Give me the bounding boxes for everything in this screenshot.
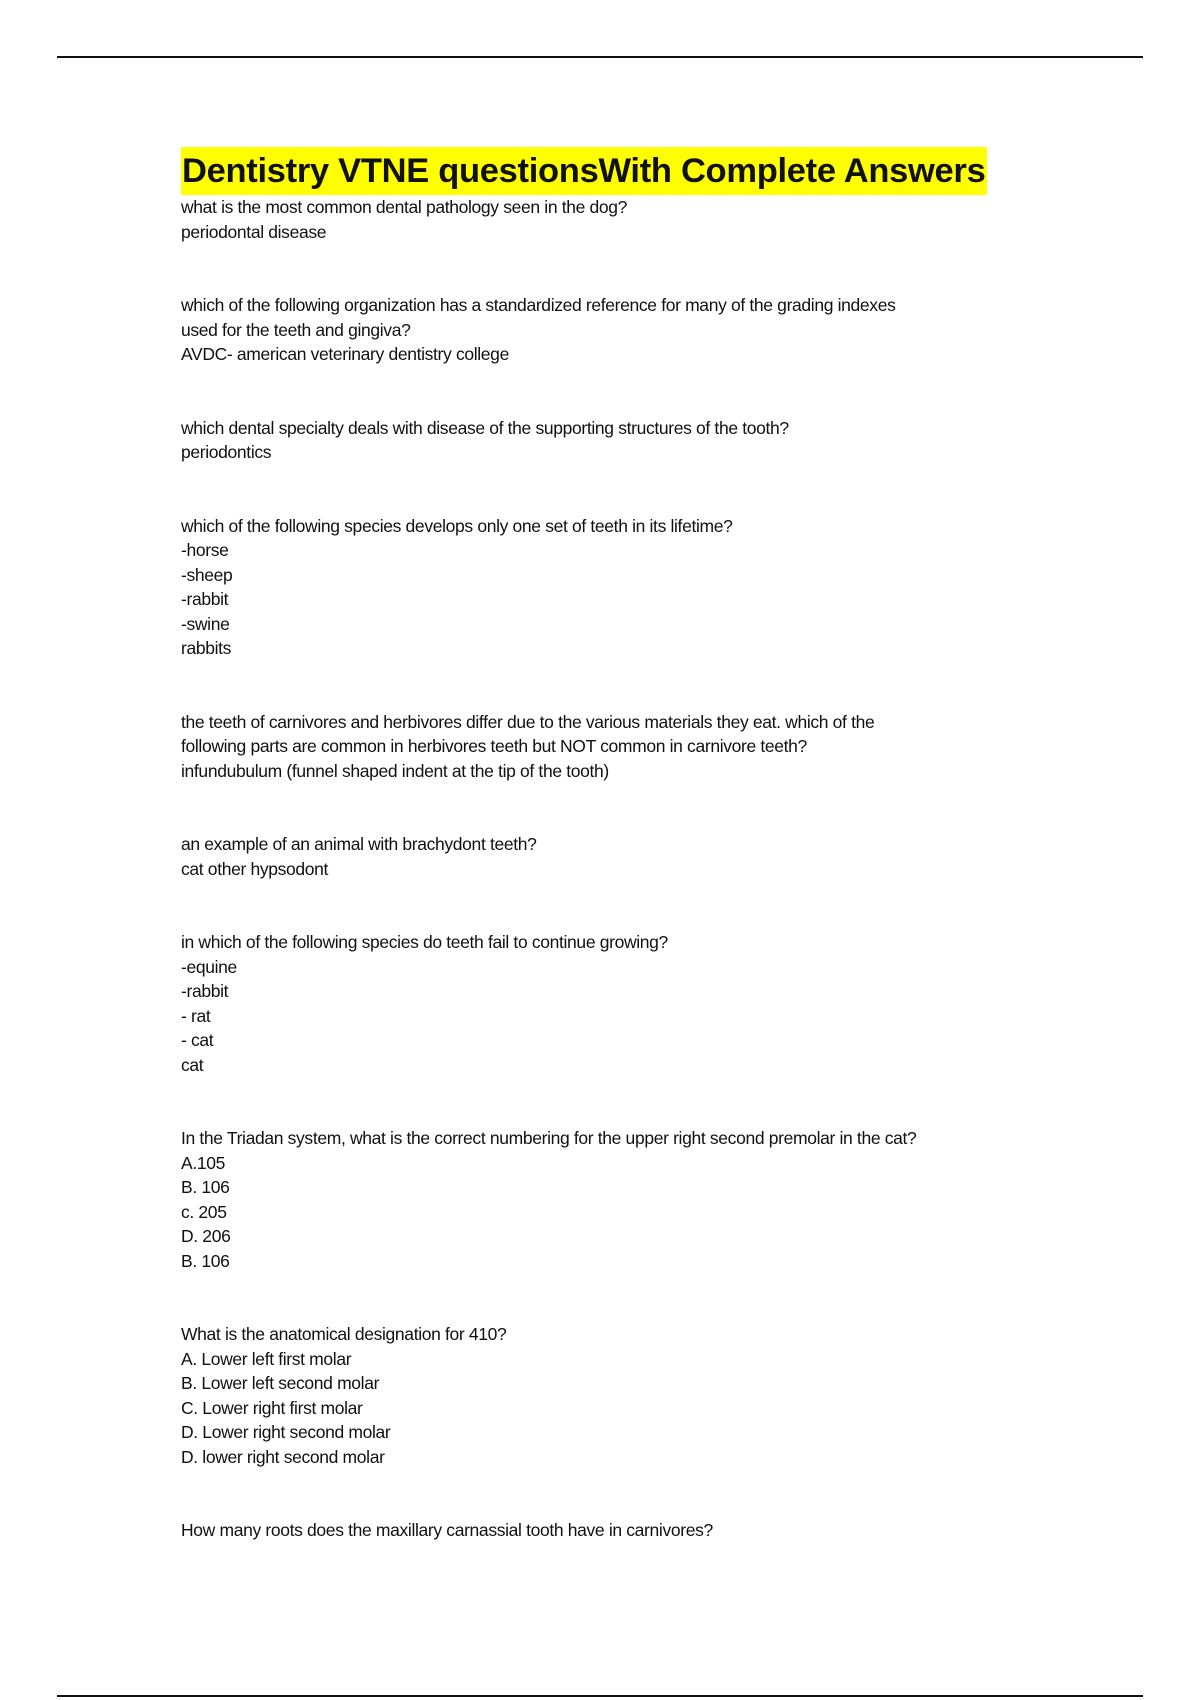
answer: D. lower right second molar	[181, 1446, 385, 1467]
question-line: an example of an animal with brachydont teeth?	[181, 834, 537, 854]
qa-item-3	[181, 416, 1021, 465]
qa-item-7	[181, 930, 1021, 1077]
option-line: A. Lower left first molar	[181, 1348, 352, 1369]
answer: infundubulum (funnel shaped indent at the tip of the tooth)	[181, 760, 609, 781]
qa-item-4	[181, 514, 1021, 661]
question-line: How many roots does the maxillary carnassial tooth have in carnivores?	[181, 1520, 713, 1540]
qa-item-8	[181, 1126, 1021, 1273]
answer: AVDC- american veterinary dentistry college	[181, 344, 509, 364]
option-line: -equine	[181, 956, 237, 977]
document-title: Dentistry VTNE questionsWith Complete Answers	[181, 147, 987, 195]
answer: cat other hypsodont	[181, 858, 329, 879]
option-line: c. 205	[181, 1201, 227, 1222]
question-line: in which of the following species do teeth fail to continue growing?	[181, 932, 668, 952]
answer: periodontics	[181, 442, 272, 462]
option-line: B. Lower left second molar	[181, 1373, 380, 1393]
answer: cat	[181, 1054, 204, 1075]
question-line: In the Triadan system, what is the correct numbering for the upper right second premolar in the cat?	[181, 1128, 917, 1148]
option-line: B. 106	[181, 1177, 230, 1197]
footer-rule	[57, 1695, 1143, 1697]
option-line: -sheep	[181, 564, 233, 585]
qa-item-9	[181, 1322, 1021, 1469]
qa-item-10	[181, 1518, 1021, 1543]
question-line: what is the most common dental pathology seen in the dog?	[181, 197, 628, 217]
qa-item-1	[181, 195, 1021, 244]
option-line: -rabbit	[181, 589, 229, 609]
option-line: -horse	[181, 540, 229, 560]
option-line: - rat	[181, 1005, 211, 1026]
option-line: D. 206	[181, 1226, 231, 1246]
question-line: What is the anatomical designation for 410?	[181, 1324, 507, 1344]
question-line: which of the following species develops only one set of teeth in its lifetime?	[181, 515, 733, 536]
option-line: C. Lower right first molar	[181, 1397, 363, 1418]
option-line: -swine	[181, 613, 230, 634]
option-line: -rabbit	[181, 981, 229, 1001]
question-line: following parts are common in herbivores teeth but NOT common in carnivore teeth?	[181, 736, 807, 756]
question-line: which of the following organization has a standardized reference for many of the grading indexes	[181, 295, 896, 315]
answer: periodontal disease	[181, 221, 327, 242]
header-rule	[57, 56, 1143, 58]
qa-item-5	[181, 710, 1021, 784]
option-line: A.105	[181, 1152, 225, 1173]
answer: B. 106	[181, 1250, 230, 1271]
qa-item-6	[181, 832, 1021, 881]
answer: rabbits	[181, 638, 232, 658]
question-line: used for the teeth and gingiva?	[181, 319, 411, 340]
option-line: D. Lower right second molar	[181, 1422, 391, 1442]
question-line: which dental specialty deals with disease of the supporting structures of the tooth?	[181, 417, 789, 438]
question-line: the teeth of carnivores and herbivores differ due to the various materials they eat. which of the	[181, 711, 875, 732]
qa-item-2	[181, 293, 1021, 367]
option-line: - cat	[181, 1030, 214, 1050]
document-body	[181, 147, 1021, 1543]
